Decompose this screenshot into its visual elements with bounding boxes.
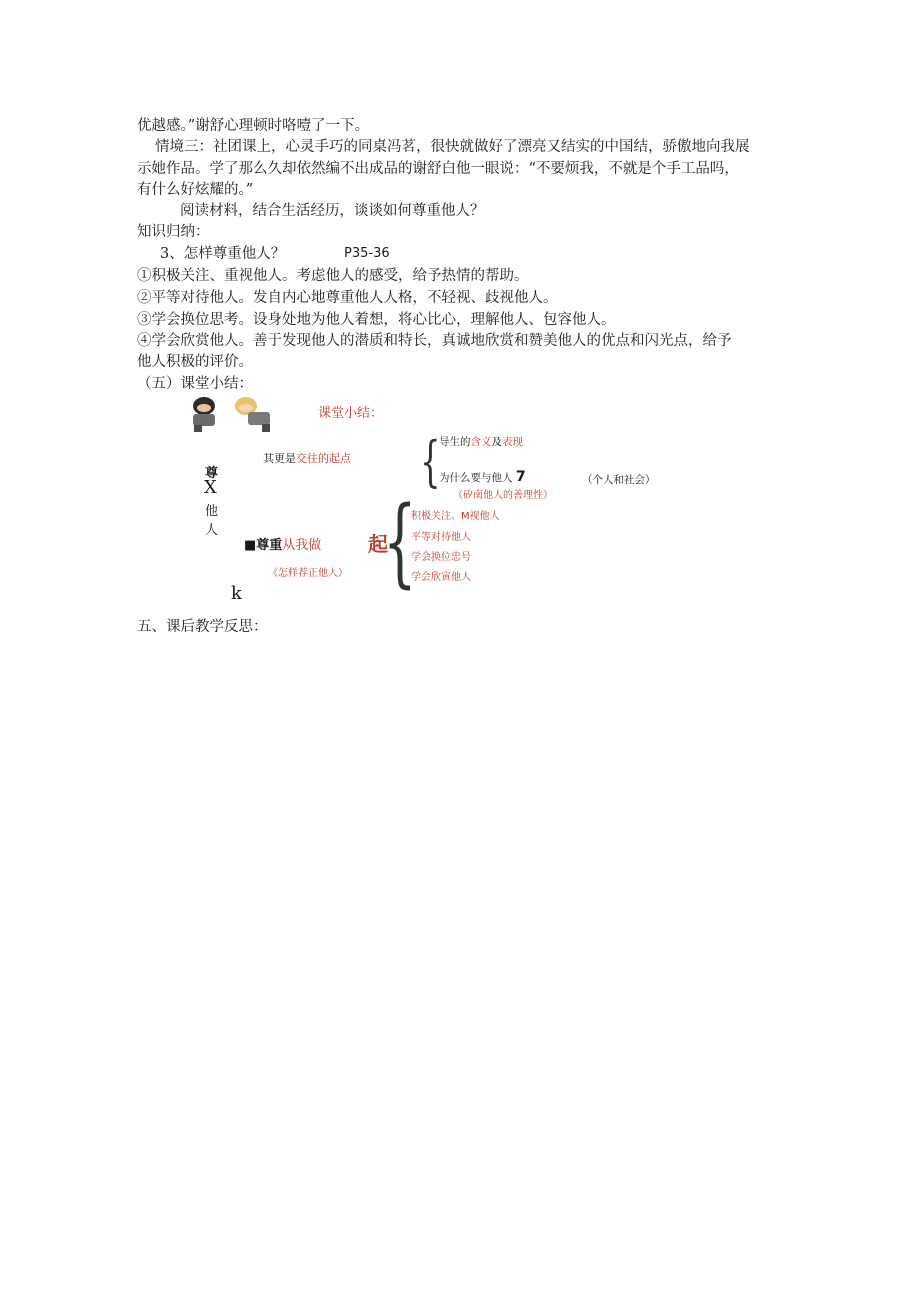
section-heading: 五、课后教学反思： bbox=[137, 619, 268, 635]
page-reference: P35-36 bbox=[344, 246, 390, 261]
sub-item-highlight: 表现 bbox=[502, 436, 523, 448]
vertical-label-char: 尊 bbox=[205, 466, 219, 481]
vertical-label-char: 人 bbox=[205, 523, 219, 538]
text-line: 情境三：社团课上，心灵手巧的同桌冯茗，很快就做好了漂亮又结实的中国结，骄傲地向我展 bbox=[155, 139, 750, 155]
sub-item-text: 导生的 bbox=[439, 436, 471, 448]
text-line: 阅读材料，结合生活经历，谈谈如何尊重他人？ bbox=[180, 203, 485, 219]
section-heading: 知识归纳： bbox=[137, 224, 210, 240]
text-line: 他人积极的评价。 bbox=[137, 354, 253, 370]
branch-label-prefix: ■尊重 bbox=[244, 538, 283, 553]
sub-item-note: （矽南他人的善理性） bbox=[453, 490, 553, 501]
section-heading: （五）课堂小结： bbox=[137, 376, 253, 392]
branch-note: 《怎样荐正他人） bbox=[268, 568, 348, 579]
brace-icon: { bbox=[383, 486, 417, 598]
list-item: 学会换位忠号 bbox=[411, 552, 471, 563]
text-line: ④学会欣赏他人。善于发现他人的潜质和特长，真诚地欣赏和赞美他人的优点和闪光点，给予 bbox=[137, 333, 732, 349]
sub-item-note: （个人和社会） bbox=[582, 474, 656, 486]
branch-label-prefix: 其更是 bbox=[263, 452, 296, 465]
qi-character: 起 bbox=[368, 532, 388, 556]
diagram-title: 课堂小结： bbox=[318, 406, 384, 421]
sub-item bbox=[439, 434, 523, 449]
list-item: 学会欣寅他人 bbox=[411, 572, 471, 583]
sub-item-text: 为什么要与他人 bbox=[439, 472, 513, 484]
vertical-label-char: X bbox=[204, 477, 217, 498]
vertical-label-char: 他 bbox=[205, 504, 219, 519]
list-item: 平等对待他人 bbox=[411, 532, 471, 543]
branch-label bbox=[263, 450, 351, 466]
bowing-people-icon bbox=[188, 394, 284, 434]
brace-icon: { bbox=[420, 430, 441, 493]
sub-item bbox=[439, 469, 526, 485]
text-line: 有什么好炫耀的。” bbox=[137, 182, 254, 198]
text-line: 优越感。”谢舒心理顿时咯噎了一下。 bbox=[137, 118, 370, 134]
text-line: 示她作品。学了那么久却依然编不出成品的谢舒白他一眼说：“不要烦我，不就是个手工品吗， bbox=[137, 161, 739, 177]
branch-label-highlight: 交往的起点 bbox=[296, 452, 351, 465]
list-item: 积极关注、M视他人 bbox=[411, 511, 500, 522]
vertical-label-char: k bbox=[231, 583, 242, 604]
branch-label bbox=[244, 534, 321, 553]
branch-label-highlight: 从我做 bbox=[282, 538, 322, 553]
sub-item-number: 7 bbox=[515, 469, 526, 485]
text-line: ①积极关注、重视他人。考虑他人的感受，给予热情的帮助。 bbox=[137, 268, 529, 284]
question-heading: 3、怎样尊重他人？ bbox=[160, 246, 286, 262]
sub-item-text: 及 bbox=[491, 436, 502, 448]
sub-item-highlight: 含义 bbox=[470, 436, 492, 448]
text-line: ③学会换位思考。设身处地为他人着想，将心比心，理解他人、包容他人。 bbox=[137, 312, 616, 328]
text-line: ②平等对待他人。发自内心地尊重他人人格，不轻视、歧视他人。 bbox=[137, 290, 558, 306]
